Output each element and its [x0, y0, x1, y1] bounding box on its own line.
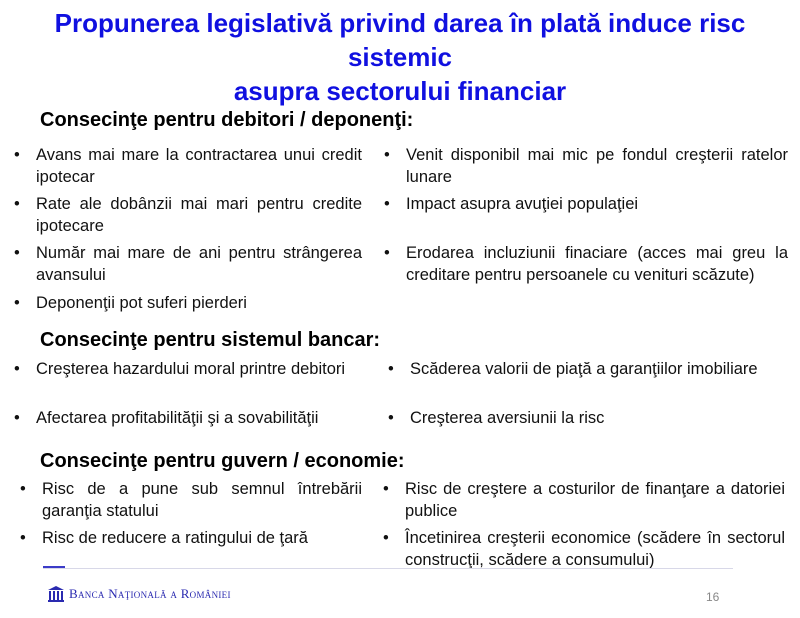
list-item: • Erodarea incluziunii finaciare (acces mai greu la creditare pentru persoanele cu venituri scăzute) [384, 244, 788, 284]
bullet-icon: • [14, 409, 20, 427]
bullet-icon: • [388, 409, 394, 427]
list-item: • Creşterea aversiunii la risc [388, 409, 605, 427]
bullet-icon: • [20, 529, 26, 547]
bullet-icon: • [14, 360, 20, 378]
bullet-icon: • [14, 244, 20, 262]
bullet-icon: • [14, 146, 20, 164]
bank-logo [47, 585, 231, 603]
section-heading-debtors: Consecinţe pentru debitori / deponenţi: [40, 109, 414, 131]
list-item: • Rate ale dobânzii mai mari pentru credite ipotecare [14, 195, 362, 235]
footer-accent [43, 566, 65, 568]
list-item: • Venit disponibil mai mic pe fondul creşterii ratelor lunare [384, 146, 788, 186]
bullet-icon: • [383, 529, 389, 547]
bullet-icon: • [20, 480, 26, 498]
section-heading-government: Consecinţe pentru guvern / economie: [40, 450, 405, 472]
bullet-icon: • [384, 146, 390, 164]
bullet-icon: • [14, 195, 20, 213]
bullet-icon: • [384, 244, 390, 262]
footer-divider [43, 568, 733, 569]
list-item: • Scăderea valorii de piaţă a garanţiilor imobiliare [388, 360, 758, 378]
slide-title [0, 6, 800, 108]
page-number: 16 [706, 590, 720, 604]
list-item: • Risc de reducere a ratingului de ţară [20, 529, 308, 547]
bullet-icon: • [14, 294, 20, 312]
bank-name: Banca Naţională a României [69, 586, 231, 601]
bullet-icon: • [388, 360, 394, 378]
list-item: • Număr mai mare de ani pentru strângerea avansului [14, 244, 362, 284]
slide-title-line1: Propunerea legislativă privind darea în plată induce risc sistemic [54, 8, 746, 72]
list-item: • Încetinirea creşterii economice (scădere în sectorul construcţii, scădere a consumului) [383, 529, 785, 569]
bullet-icon: • [384, 195, 390, 213]
list-item: • Creşterea hazardului moral printre debitori [14, 360, 346, 378]
section-heading-banking: Consecinţe pentru sistemul bancar: [40, 329, 381, 351]
list-item: • Risc de creştere a costurilor de finanţare a datoriei publice [383, 480, 785, 520]
bullet-icon: • [383, 480, 389, 498]
list-item: • Afectarea profitabilităţii şi a sovabilităţii [14, 409, 319, 427]
list-item: • Impact asupra avuţiei populaţiei [384, 195, 639, 213]
list-item: • Risc de a pune sub semnul întrebării garanţia statului [20, 480, 362, 520]
list-item: • Avans mai mare la contractarea unui credit ipotecar [14, 146, 362, 186]
slide-title-line2: asupra sectorului financiar [233, 76, 567, 106]
list-item: • Deponenţii pot suferi pierderi [14, 294, 247, 312]
bank-emblem-icon [47, 585, 65, 603]
